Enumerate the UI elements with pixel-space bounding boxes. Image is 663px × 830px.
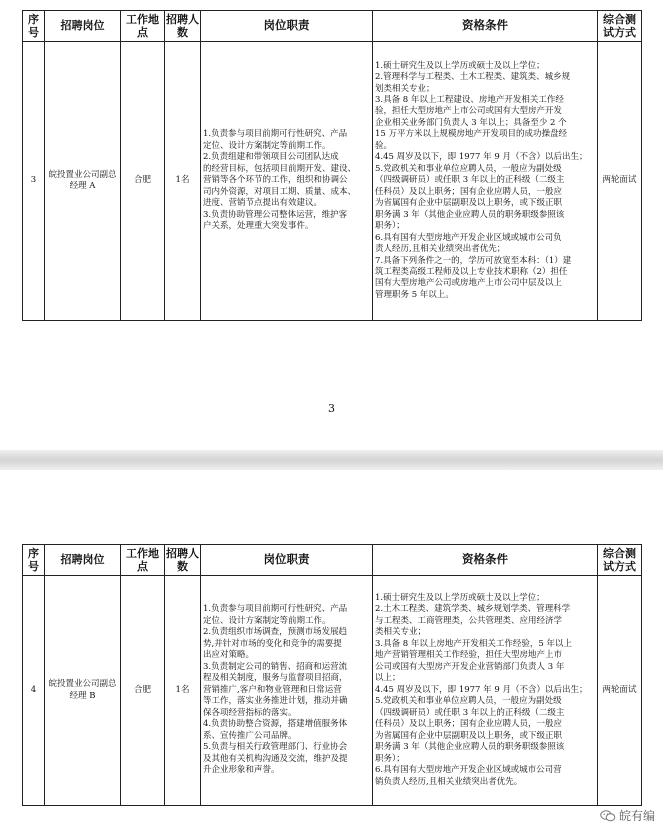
- table-header-row: [23, 545, 642, 576]
- text-line: 4.45 周岁及以下，即 1977 年 9 月（不含）以后出生；: [375, 152, 588, 163]
- table-row: [23, 42, 642, 321]
- text-line: 3.具备 8 年以上房地产开发相关工作经验，5 年以上: [375, 638, 573, 649]
- text-line: 地产营销管理相关工作经验，担任大型房地产上市: [375, 650, 563, 661]
- text-line: 等工作，落实业务推进计划，推动并确: [203, 696, 348, 707]
- header-location: 工作地点: [121, 11, 165, 42]
- text-line: 4.45 周岁及以下，即 1977 年 9 月（不含）以后出生；: [375, 684, 588, 695]
- text-line: 3.负责制定公司的销售、招商和运营流: [203, 661, 348, 672]
- text-line: 定位、设计方案制定等前期工作。: [203, 615, 331, 626]
- header-duties: 岗位职责: [201, 545, 373, 576]
- cell-test: 两轮面试: [598, 42, 642, 321]
- header-test: 综合测试方式: [598, 545, 642, 576]
- text-line: 进度、营销节点提出有效建议。: [203, 198, 323, 209]
- text-line: 程及相关制度，服务与监督项目招商，: [203, 673, 348, 684]
- text-line: 营销等各个环节的工作，组织和协调公: [203, 175, 348, 186]
- text-line: 验。: [375, 140, 393, 151]
- text-line: 划类相关专业；: [375, 83, 435, 94]
- text-line: 职务）；: [375, 221, 405, 232]
- text-line: 任科员）及以上职务；国有企业应聘人员，一般应: [375, 186, 563, 197]
- text-line: 15 万平方米以上规模房地产开发项目的成功操盘经: [375, 129, 568, 140]
- cell-position: 皖投置业公司副总经理 A: [45, 42, 121, 321]
- text-line: 为省属国有企业中层副职及以上职务，或下级正职: [375, 730, 563, 741]
- header-count: 招聘人数: [165, 11, 201, 42]
- text-line: 定位、设计方案制定等前期工作。: [203, 140, 331, 151]
- text-line: 1.负责参与项目前期可行性研究、产品: [203, 604, 348, 615]
- cell-count: 1名: [165, 576, 201, 806]
- cell-qualifications: [373, 576, 598, 806]
- wechat-icon: [600, 810, 616, 822]
- text-line: 营销推广,客户和物业管理和日常运营: [203, 684, 342, 695]
- recruitment-table: [22, 10, 642, 321]
- text-line: （四级调研员）或任职 3 年以上的正科级（二级主: [375, 707, 565, 718]
- text-line: 势,并针对市场的变化和竞争的需要提: [203, 638, 342, 649]
- text-line: 5.党政机关和事业单位应聘人员，一般应为副处级: [375, 163, 562, 174]
- header-test: 综合测试方式: [598, 11, 642, 42]
- text-line: 6.具有国有大型房地产开发企业区域或城市公司负: [375, 232, 562, 243]
- text-line: 以上；: [375, 673, 401, 684]
- cell-position: 皖投置业公司副总经理 B: [45, 576, 121, 806]
- text-line: 及其他有关机构沟通及交流，维护及提: [203, 753, 348, 764]
- page-separator: [0, 450, 663, 470]
- text-line: 责人经历,且相关业绩突出者优先；: [375, 244, 506, 255]
- text-line: 3.负责协助管理公司整体运营，维护客: [203, 209, 348, 220]
- text-line: 国有大型房地产公司或房地产上市公司中层及以上: [375, 278, 563, 289]
- text-line: 类相关专业；: [375, 627, 427, 638]
- text-line: 职务满 3 年（其他企业应聘人员的职务职级参照该: [375, 742, 565, 753]
- table-header-row: [23, 11, 642, 42]
- cell-test: 两轮面试: [598, 576, 642, 806]
- text-line: 销负责人经历,且相关业绩突出者优先。: [375, 776, 523, 787]
- text-line: 1.硕士研究生及以上学历或硕士及以上学位；: [375, 593, 545, 604]
- text-line: 与工程类、工商管理类，公共管理类、应用经济学: [375, 615, 563, 626]
- cell-seq: 3: [23, 42, 45, 321]
- text-line: 为省属国有企业中层副职及以上职务，或下级正职: [375, 198, 563, 209]
- text-line: 户关系，处理重大突发事件。: [203, 221, 314, 232]
- text-line: 2.土木工程类、建筑学类、城乡规划学类、管理科学: [375, 604, 571, 615]
- text-line: 职务满 3 年（其他企业应聘人员的职务职级参照该: [375, 209, 565, 220]
- text-line: 2.负责组织市场调查，预测市场发展趋: [203, 627, 348, 638]
- text-line: 1.硕士研究生及以上学历或硕士及以上学位；: [375, 60, 545, 71]
- text-line: 7.具备下列条件之一的，学历可放宽至本科：（1）建: [375, 255, 572, 266]
- text-line: 4.负责协助整合资源，搭建增值服务体: [203, 719, 348, 730]
- header-position: 招聘岗位: [45, 545, 121, 576]
- recruitment-table: [22, 544, 642, 806]
- header-position: 招聘岗位: [45, 11, 121, 42]
- cell-duties: [201, 42, 373, 321]
- header-count: 招聘人数: [165, 545, 201, 576]
- cell-qualifications: [373, 42, 598, 321]
- text-line: 1.负责参与项目前期可行性研究、产品: [203, 129, 348, 140]
- header-qualifications: 资格条件: [373, 11, 598, 42]
- text-line: 的经营目标，包括项目前期开发、建设、: [203, 163, 357, 174]
- text-line: 公司或国有大型房产开发企业营销部门负责人 3 年: [375, 661, 565, 672]
- text-line: 2.管理科学与工程类、土木工程类、建筑类、城乡规: [375, 72, 571, 83]
- text-line: 5.党政机关和事业单位应聘人员，一般应为副处级: [375, 696, 562, 707]
- text-line: 管理职务 5 年以上。: [375, 289, 454, 300]
- header-location: 工作地点: [121, 545, 165, 576]
- text-line: 验，担任大型房地产上市公司或国有大型房产开发: [375, 106, 563, 117]
- text-line: 筑工程类高级工程师及以上专业技术职称（2）担任: [375, 267, 568, 278]
- cell-duties: [201, 576, 373, 806]
- text-line: 保各项经营指标的落实。: [203, 707, 297, 718]
- text-line: 系、宣传推广公司品牌。: [203, 730, 297, 741]
- header-seq: 序号: [23, 11, 45, 42]
- text-line: 3.具备 8 年以上工程建设、房地产开发相关工作经: [375, 94, 564, 105]
- cell-location: 合肥: [121, 42, 165, 321]
- watermark: [600, 807, 655, 824]
- cell-location: 合肥: [121, 576, 165, 806]
- text-line: 任科员）及以上职务；国有企业应聘人员，一般应: [375, 719, 563, 730]
- document-page-4: [0, 470, 663, 830]
- text-line: 企业相关业务部门负责人 3 年以上；具备至少 2 个: [375, 117, 567, 128]
- cell-seq: 4: [23, 576, 45, 806]
- text-line: 出应对策略。: [203, 650, 255, 661]
- text-line: 司内外资源，对项目工期、质量、成本、: [203, 186, 357, 197]
- table-row: [23, 576, 642, 806]
- page-number: 3: [328, 402, 335, 415]
- text-line: 2.负责组建和带领项目公司团队达成: [203, 152, 339, 163]
- text-line: 升企业形象和声誉。: [203, 765, 280, 776]
- text-line: 5.负责与相关行政管理部门、行业协会: [203, 742, 348, 753]
- text-line: 6.具有国有大型房地产开发企业区域或城市公司营: [375, 765, 562, 776]
- cell-count: 1名: [165, 42, 201, 321]
- header-duties: 岗位职责: [201, 11, 373, 42]
- header-seq: 序号: [23, 545, 45, 576]
- watermark-text: 皖有编: [618, 809, 655, 823]
- text-line: （四级调研员）或任职 3 年以上的正科级（二级主: [375, 175, 565, 186]
- text-line: 职务）；: [375, 753, 405, 764]
- header-qualifications: 资格条件: [373, 545, 598, 576]
